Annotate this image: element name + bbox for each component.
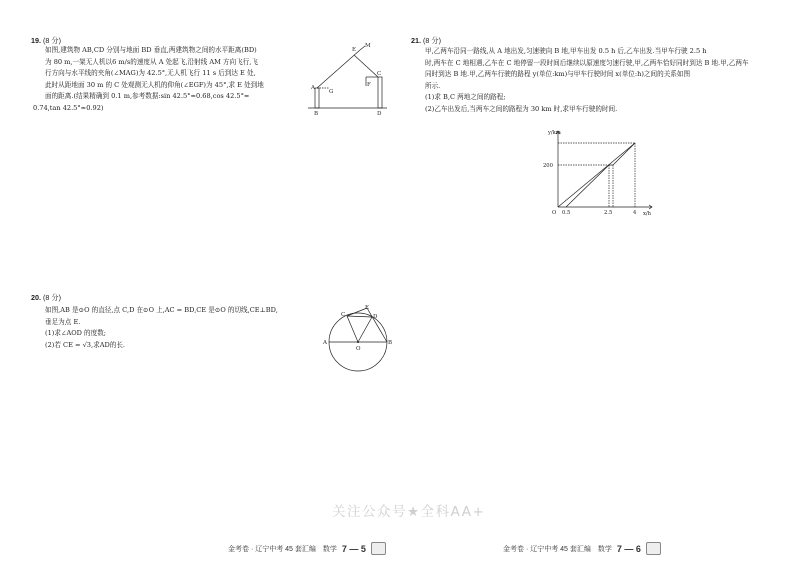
q21-graph-line-yi (566, 143, 635, 207)
q20-fig-label-b: B (388, 340, 393, 346)
q20-text (45, 305, 330, 351)
q21-graph (540, 127, 660, 217)
q19-line: 面的距离.(结果精确到 0.1 m,参考数据:sin 42.5°≈0.68,cos 42.5°≈ (45, 92, 250, 101)
left-footer (228, 542, 386, 555)
q21-graph-xtick: 4 (633, 210, 637, 216)
q20-header (31, 293, 61, 303)
q21-line: 甲,乙两车沿同一路线,从 A 地出发,匀速驶向 B 地,甲车出发 0.5 h 后,乙车出发.当甲车行驶 2.5 h (425, 47, 707, 55)
q20-figure (325, 302, 393, 372)
footer-seal-icon (646, 542, 661, 555)
q21-line: 同时到达 B 地.甲,乙两车行驶的路程 y(单位:km)与甲车行驶时间 x(单位:h)之间的关系如图 (425, 70, 691, 79)
watermark: 关注公众号★全科AA+ (332, 504, 486, 520)
q21-score: (8 分) (423, 36, 441, 45)
q19-figure (305, 42, 395, 122)
q19-line: 如图,建筑物 AB,CD 分别与地面 BD 垂直,两建筑物之间的水平距离(BD) (45, 46, 257, 54)
q19-line: 为 80 m,一架无人机以6 m/s的速度从 A 处起飞,沿射线 AM 方向飞行,飞 (45, 57, 258, 66)
q21-line: 时,两车在 C 地相遇,乙车在 C 地停留一段时间后继续以原速度匀速行驶,甲,乙两车恰好同时到达 B 地.甲,乙两车 (425, 58, 749, 67)
q19-line: 行方向与水平线的夹角(∠MAG)为 42.5°,无人机飞行 11 s 后到达 E 处, (45, 69, 256, 78)
q20-line: (1)求∠AOD 的度数; (45, 329, 107, 338)
q21-text (425, 46, 780, 116)
left-footer-text: 金考卷 · 辽宁中考 45 套汇编 数学 (228, 545, 337, 553)
q19-fig-label-b: B (314, 111, 319, 117)
q21-graph-xtick: 2.5 (604, 210, 613, 216)
q21-graph-ytick: 200 (543, 163, 553, 169)
q19-fig-label-c: C (377, 71, 382, 77)
q19-line: 此时从距地面 30 m 的 C 处观测无人机的仰角(∠EGF)为 45°,求 E 处到地 (45, 80, 264, 89)
q19-fig-label-g: G (329, 89, 334, 95)
q21-line: (1)求 B,C 两地之间的路程; (425, 93, 506, 102)
right-footer-text: 金考卷 · 辽宁中考 45 套汇编 数学 (503, 545, 612, 553)
q20-line: (2)若 CE = √3,求AD的长. (45, 340, 126, 349)
right-footer (503, 542, 661, 555)
q19-fig-label-a: A (311, 85, 315, 91)
right-page-number: 7 — 6 (616, 543, 641, 554)
q19-score: (8 分) (43, 36, 61, 45)
q19-fig-label-e: E (352, 47, 357, 53)
q20-score: (8 分) (43, 293, 61, 302)
q20-fig-label-o: O (356, 346, 361, 352)
q19-fig-label-m: M (365, 43, 371, 49)
q20-line: 垂足为点 E. (45, 317, 81, 326)
q21-graph-xlabel: x/h (643, 211, 652, 217)
q20-number: 20. (31, 293, 41, 302)
q21-graph-ylabel: y/km (548, 130, 561, 136)
q21-line: 所示. (425, 81, 441, 90)
q19-fig-label-f: F (367, 82, 371, 88)
q19-text (33, 45, 310, 115)
q20-line: 如图,AB 是⊙O 的直径,点 C,D 在⊙O 上,AC = BD,CE 是⊙O 的切线,CE⊥BD, (45, 306, 278, 314)
q21-graph-xtick: 0.5 (562, 210, 571, 216)
footer-seal-icon (371, 542, 386, 555)
q20-fig-label-c: C (341, 312, 346, 318)
q21-header (411, 36, 441, 46)
q20-fig-label-d: D (373, 314, 378, 320)
q21-graph-origin: O (552, 210, 557, 216)
q20-fig-label-e: E (365, 305, 370, 311)
left-page-number: 7 — 5 (341, 543, 366, 554)
right-page (400, 0, 800, 577)
q21-graph-line-jia (558, 143, 635, 207)
q20-fig-label-a: A (323, 340, 327, 346)
q19-fig-label-d: D (377, 111, 382, 117)
q21-number: 21. (411, 36, 421, 45)
q19-number: 19. (31, 36, 41, 45)
q21-line: (2)乙车出发后,当两车之间的路程为 30 km 时,求甲车行驶的时间. (425, 104, 618, 113)
q19-line: 0.74,tan 42.5°≈0.92) (33, 103, 104, 112)
